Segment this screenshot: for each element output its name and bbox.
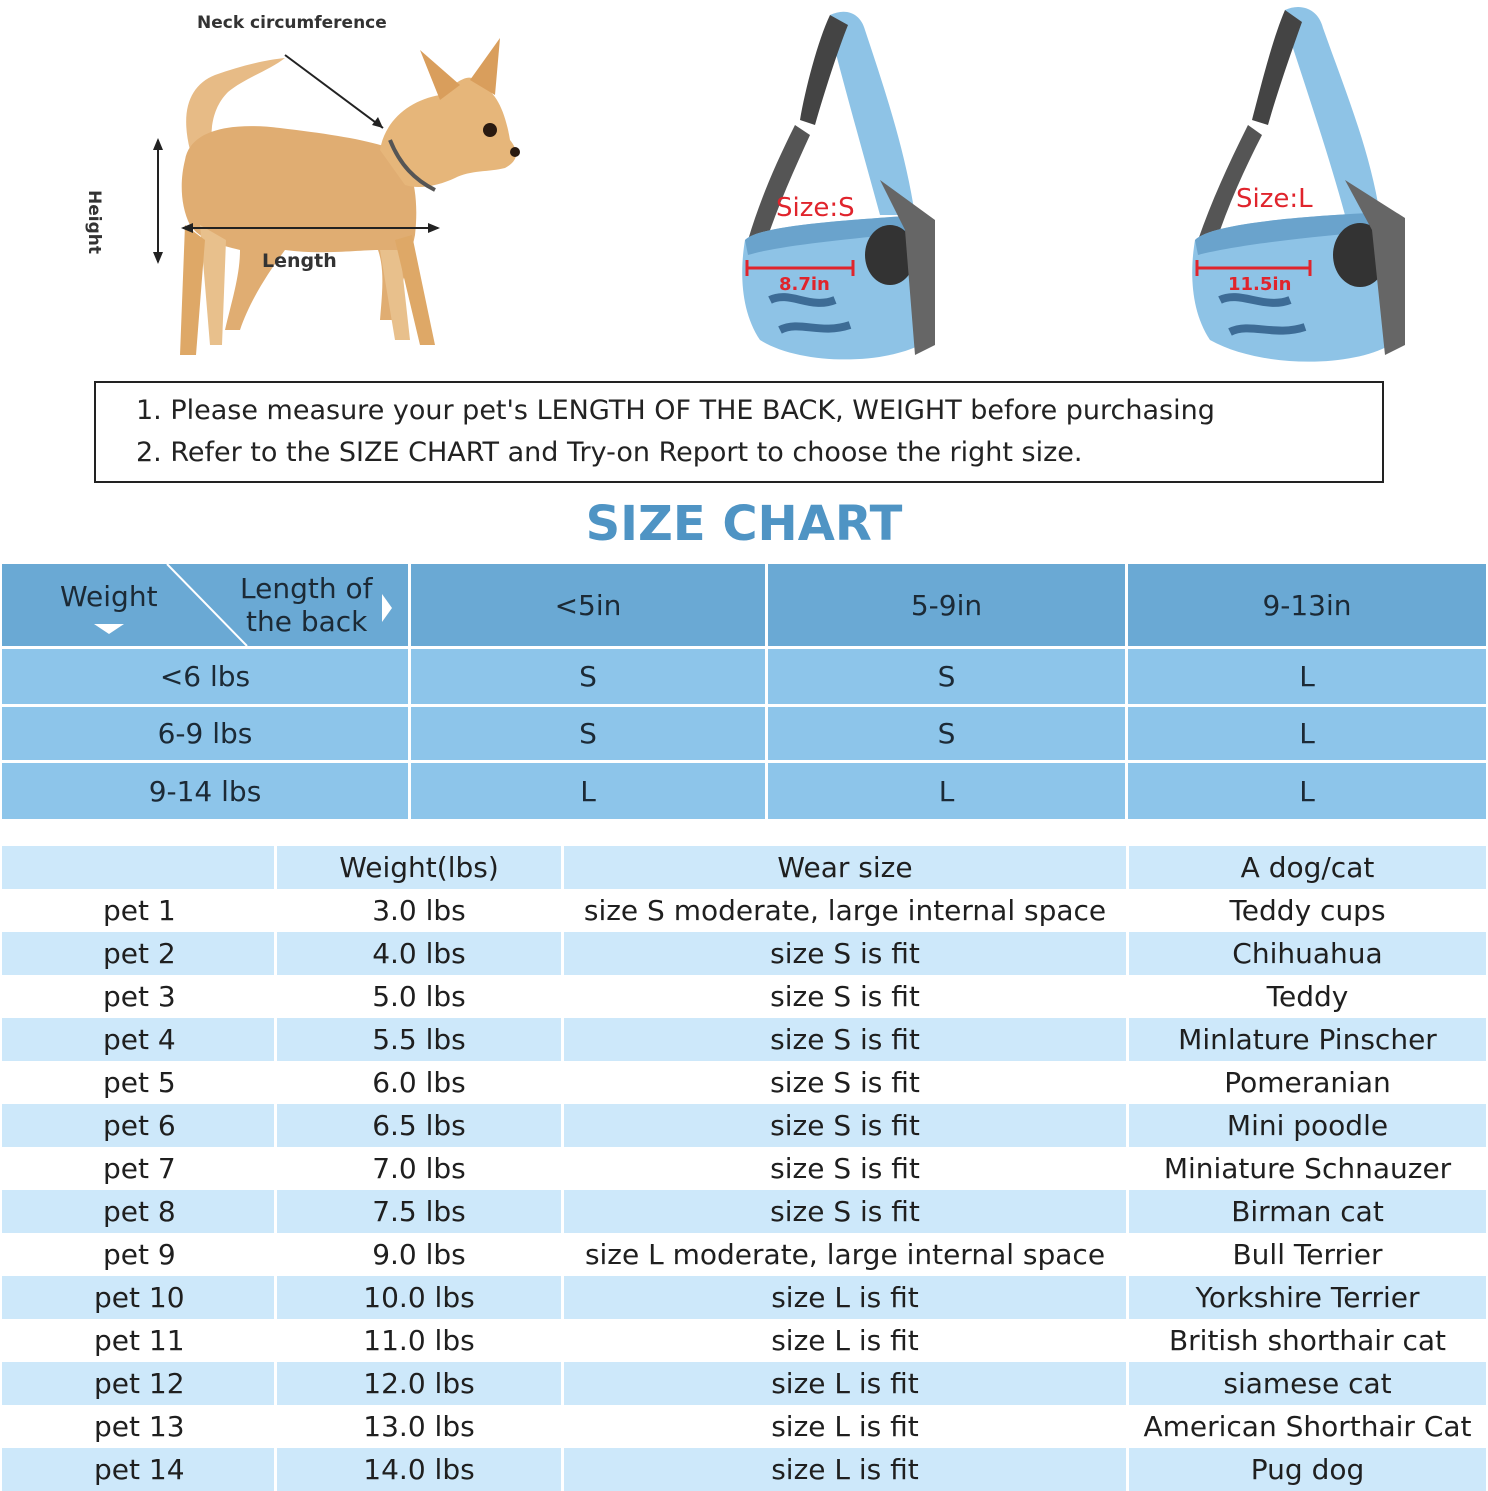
column-divider [1126,889,1129,932]
column-divider [274,1147,277,1190]
column-divider [274,1319,277,1362]
size-chart-size-cell: S [411,707,765,760]
column-divider [561,975,564,1018]
column-divider [1126,975,1129,1018]
pet-weight-cell: 9.0 lbs [372,1238,466,1271]
column-divider [1126,1190,1129,1233]
pet-breed-cell: Minlature Pinscher [1178,1023,1437,1056]
size-chart-size-cell: L [1128,763,1486,819]
size-chart-size-cell: L [411,763,765,819]
column-divider [561,846,564,889]
pet-table-header-cell [2,846,274,889]
column-divider [1126,1362,1129,1405]
bag-small-illustration [742,12,935,360]
pet-table-header-row [2,846,1486,889]
column-divider [561,1405,564,1448]
column-divider [561,1319,564,1362]
column-divider [274,1362,277,1405]
column-divider [561,1233,564,1276]
instruction-line-2: 2. Refer to the SIZE CHART and Try-on Report to choose the right size. [136,437,1083,468]
column-divider [1126,932,1129,975]
pet-breed-cell: siamese cat [1223,1367,1392,1400]
column-divider [1126,846,1129,889]
pet-name-cell: pet 10 [94,1281,185,1314]
column-divider [274,932,277,975]
pet-wear-size-cell: size S is fit [770,937,920,970]
pet-weight-cell: 12.0 lbs [363,1367,475,1400]
column-divider [561,1448,564,1491]
pet-wear-size-cell: size L is fit [771,1324,919,1357]
pet-name-cell: pet 3 [103,980,176,1013]
column-divider [561,1362,564,1405]
column-divider [274,1233,277,1276]
pet-table-row [2,1362,1486,1405]
pet-breed-cell: American Shorthair Cat [1143,1410,1472,1443]
bag-small-size-label: Size:S [776,193,855,223]
size-chart-col-header: 9-13in [1128,564,1486,646]
pet-wear-size-cell: size S is fit [770,1195,920,1228]
pet-wear-size-cell: size L moderate, large internal space [584,1238,1106,1271]
instruction-line-1: 1. Please measure your pet's LENGTH OF THE BACK, WEIGHT before purchasing [136,395,1215,426]
pet-breed-cell: Birman cat [1231,1195,1384,1228]
pet-name-cell: pet 12 [94,1367,185,1400]
pet-breed-cell: Pug dog [1250,1453,1365,1486]
column-divider [274,1448,277,1491]
column-divider [561,1104,564,1147]
pet-table-row [2,1147,1486,1190]
column-divider [1126,1233,1129,1276]
column-divider [274,1018,277,1061]
pet-wear-size-cell: size L is fit [771,1281,919,1314]
pet-wear-size-cell: size S moderate, large internal space [583,894,1107,927]
pet-weight-cell: 5.0 lbs [372,980,466,1013]
pet-wear-size-cell: size L is fit [771,1410,919,1443]
size-chart-weight-cell: <6 lbs [2,649,408,704]
size-chart-weight-cell: 6-9 lbs [2,707,408,760]
pet-wear-size-cell: size L is fit [771,1453,919,1486]
column-divider [1126,1276,1129,1319]
corner-length-label-2: the back [246,605,368,638]
column-divider [561,1018,564,1061]
pet-wear-size-cell: size S is fit [770,1109,920,1142]
pet-weight-cell: 7.5 lbs [372,1195,466,1228]
size-chart-size-cell: L [768,763,1125,819]
pet-name-cell: pet 14 [94,1453,185,1486]
column-divider [561,1276,564,1319]
pet-wear-size-cell: size S is fit [770,1066,920,1099]
pet-table-row [2,889,1486,932]
column-divider [1126,1061,1129,1104]
pet-wear-size-cell: size L is fit [771,1367,919,1400]
pet-weight-cell: 6.5 lbs [372,1109,466,1142]
column-divider [561,889,564,932]
pet-wear-size-cell: size S is fit [770,1152,920,1185]
size-chart-weight-cell: 9-14 lbs [2,763,408,819]
size-chart-corner-cell [2,564,408,646]
pet-name-cell: pet 1 [103,894,176,927]
size-chart-table [2,564,1486,819]
pet-table-header-cell: Weight(lbs) [339,851,499,884]
pet-weight-cell: 5.5 lbs [372,1023,466,1056]
column-divider [561,1147,564,1190]
column-divider [274,1276,277,1319]
pet-table-row [2,1319,1486,1362]
column-divider [274,1061,277,1104]
pet-breed-cell: Bull Terrier [1232,1238,1383,1271]
size-chart-size-cell: L [1128,649,1486,704]
pet-weight-cell: 3.0 lbs [372,894,466,927]
column-divider [561,932,564,975]
column-divider [561,1190,564,1233]
pet-breed-cell: Miniature Schnauzer [1163,1152,1452,1185]
column-divider [1126,1319,1129,1362]
pet-breed-cell: Chihuahua [1232,937,1383,970]
pet-table-row [2,1448,1486,1491]
size-chart-col-header: <5in [411,564,765,646]
pet-breed-cell: Pomeranian [1224,1066,1391,1099]
size-chart-size-cell: L [1128,707,1486,760]
column-divider [274,975,277,1018]
pet-breed-cell: British shorthair cat [1168,1324,1447,1357]
pet-table-row [2,1018,1486,1061]
pet-table-row [2,1104,1486,1147]
column-divider [1126,1147,1129,1190]
pet-breed-cell: Teddy cups [1229,894,1386,927]
size-chart-col-header: 5-9in [768,564,1125,646]
pet-name-cell: pet 13 [94,1410,185,1443]
pet-weight-cell: 10.0 lbs [363,1281,475,1314]
length-label: Length [262,250,337,272]
pet-name-cell: pet 7 [103,1152,176,1185]
column-divider [274,889,277,932]
dog-illustration [153,38,520,355]
bag-small-dimension: 8.7in [779,274,830,295]
pet-wear-size-cell: size S is fit [770,980,920,1013]
pet-table-row [2,975,1486,1018]
column-divider [274,1190,277,1233]
column-divider [1126,1104,1129,1147]
bag-large-dimension: 11.5in [1228,274,1292,295]
pet-weight-cell: 14.0 lbs [363,1453,475,1486]
column-divider [1126,1018,1129,1061]
pet-breed-cell: Mini poodle [1226,1109,1389,1142]
pet-breed-cell: Teddy [1266,980,1349,1013]
pet-name-cell: pet 2 [103,937,176,970]
pet-weight-cell: 11.0 lbs [363,1324,475,1357]
column-divider [561,1061,564,1104]
pet-name-cell: pet 11 [94,1324,185,1357]
arrow-down-icon [94,624,124,634]
size-chart-size-cell: S [768,707,1125,760]
pet-name-cell: pet 4 [103,1023,176,1056]
column-divider [274,1405,277,1448]
pet-weight-cell: 13.0 lbs [363,1410,475,1443]
pet-name-cell: pet 5 [103,1066,176,1099]
pet-weight-cell: 7.0 lbs [372,1152,466,1185]
pet-weight-cell: 4.0 lbs [372,937,466,970]
pet-breed-cell: Yorkshire Terrier [1195,1281,1420,1314]
pet-weight-cell: 6.0 lbs [372,1066,466,1099]
bag-large-size-label: Size:L [1236,184,1313,214]
pet-wear-size-cell: size S is fit [770,1023,920,1056]
size-chart-size-cell: S [768,649,1125,704]
pet-table-header-cell: A dog/cat [1240,851,1375,884]
instruction-box [94,381,1384,483]
neck-circumference-label: Neck circumference [197,13,387,33]
pet-table-row [2,1061,1486,1104]
size-chart-title: SIZE CHART [585,496,903,552]
corner-length-label-1: Length of [240,572,373,605]
measurement-illustrations [0,0,1488,375]
size-chart-size-cell: S [411,649,765,704]
pet-name-cell: pet 8 [103,1195,176,1228]
column-divider [1126,1405,1129,1448]
corner-weight-label: Weight [60,580,158,613]
arrow-right-icon [382,594,392,622]
pet-table-row [2,1405,1486,1448]
pet-table-row [2,1190,1486,1233]
pet-table-row [2,1233,1486,1276]
column-divider [274,1104,277,1147]
pet-name-cell: pet 9 [103,1238,176,1271]
pet-table-header-cell: Wear size [777,851,913,884]
column-divider [1126,1448,1129,1491]
pet-name-cell: pet 6 [103,1109,176,1142]
pet-table-row [2,1276,1486,1319]
height-label: Height [84,190,104,254]
pet-table-row [2,932,1486,975]
column-divider [274,846,277,889]
